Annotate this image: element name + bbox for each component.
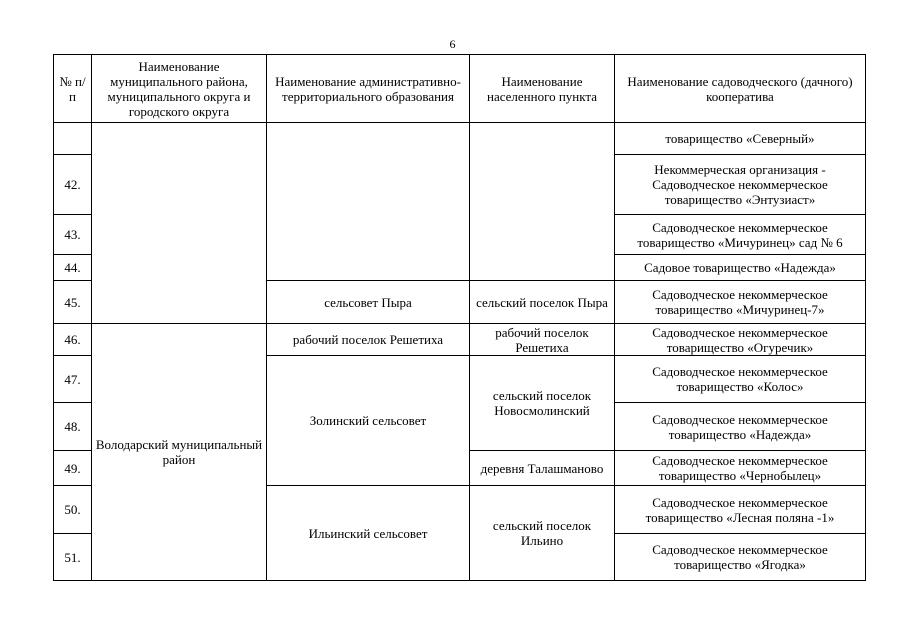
row-num: 50. (54, 486, 92, 534)
district-cell (92, 123, 267, 324)
row-num: 49. (54, 451, 92, 486)
coop-name: Садоводческое некоммерческое товарищество «Чернобылец» (615, 451, 866, 486)
coop-name: Садоводческое некоммерческое товарищество «Огуречик» (615, 324, 866, 356)
row-num: 46. (54, 324, 92, 356)
row-num: 47. (54, 356, 92, 403)
row-num: 42. (54, 155, 92, 215)
settlement-cell: сельский поселок Ильино (470, 486, 615, 581)
header-district: Наименование муниципального района, муниципального округа и городского округа (92, 55, 267, 123)
coop-name: Садоводческое некоммерческое товарищество «Мичуринец-7» (615, 281, 866, 324)
coop-name: Садоводческое некоммерческое товарищество «Ягодка» (615, 534, 866, 581)
header-coop: Наименование садоводческого (дачного) кооператива (615, 55, 866, 123)
coop-name: Садоводческое некоммерческое товарищество «Мичуринец» сад № 6 (615, 215, 866, 255)
district-cell: Володарский муниципальный район (92, 324, 267, 581)
settlement-cell: деревня Талашманово (470, 451, 615, 486)
settlement-cell: сельский поселок Новосмолинский (470, 356, 615, 451)
row-num: 43. (54, 215, 92, 255)
cooperatives-table (53, 54, 866, 581)
row-num: 45. (54, 281, 92, 324)
table-header-row (54, 55, 866, 123)
row-num: 51. (54, 534, 92, 581)
row-num (54, 123, 92, 155)
coop-name: Некоммерческая организация - Садоводческое некоммерческое товарищество «Энтузиаст» (615, 155, 866, 215)
coop-name: Садоводческое некоммерческое товарищество «Надежда» (615, 403, 866, 451)
settlement-cell: рабочий поселок Решетиха (470, 324, 615, 356)
coop-name: Садоводческое некоммерческое товарищество «Лесная поляна -1» (615, 486, 866, 534)
table-row (54, 324, 866, 356)
table-row (54, 123, 866, 155)
header-admin: Наименование административно-территориального образования (267, 55, 470, 123)
page-number: 6 (449, 37, 456, 51)
row-num: 48. (54, 403, 92, 451)
admin-cell: рабочий поселок Решетиха (267, 324, 470, 356)
coop-name: Садоводческое некоммерческое товарищество «Колос» (615, 356, 866, 403)
coop-name: товарищество «Северный» (615, 123, 866, 155)
admin-cell: Ильинский сельсовет (267, 486, 470, 581)
row-num: 44. (54, 255, 92, 281)
header-settlement: Наименование населенного пункта (470, 55, 615, 123)
header-num: № п/п (54, 55, 92, 123)
coop-name: Садовое товарищество «Надежда» (615, 255, 866, 281)
admin-cell (267, 123, 470, 281)
admin-cell: сельсовет Пыра (267, 281, 470, 324)
settlement-cell (470, 123, 615, 281)
settlement-cell: сельский поселок Пыра (470, 281, 615, 324)
admin-cell: Золинский сельсовет (267, 356, 470, 486)
